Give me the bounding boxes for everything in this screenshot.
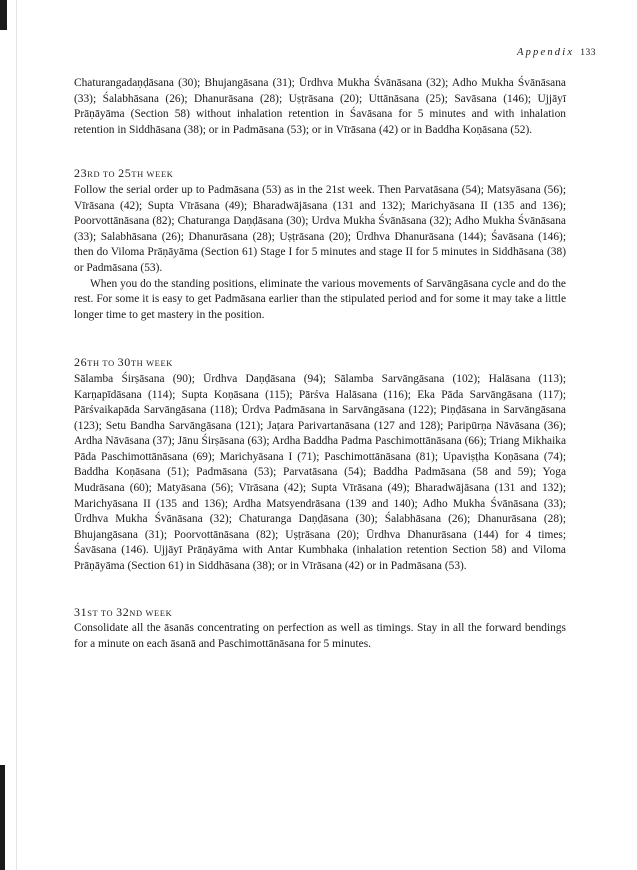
scan-edge-mark-top: [0, 0, 7, 30]
section-heading-31-32: 31ST TO 32ND WEEK: [74, 604, 173, 619]
section-paragraph: Follow the serial order up to Padmāsana (53) as in the 21st week. Then Parvatāsana (54); Matsyāsana (56); Vīrāsana (42); Supta Vīrāsana (49); Bharadwājāsana (131 and 132); Marichyāsana II (135 and 136); Poorvottānāsana (82); Chaturanga Daṇḍāsana (30); Urdva Mukha Śvānāsana (32); Adho Mukha Śvānāsana (33); Salabhāsana (26); Dhanurāsana (28); Uṣṭrāsana (20); Ūrdhva Dhanurāsana (144); Śavāsana (146); then do Viloma Prāṇāyāma (Section 61) Stage I for 5 minutes and stage II for 5 minutes in Siddhāsana (38) or Padmāsana (53).: [74, 183, 566, 274]
scan-edge-mark-bottom: [0, 765, 5, 870]
continuation-paragraph: Chaturangadaṇḍāsana (30); Bhujangāsana (31); Ūrdhva Mukha Śvānāsana (32); Adho Mukha Śvānāsana (33); Śalabhāsana (26); Dhanurāsana (28); Uṣṭrāsana (20); Uttānāsana (25); Savāsana (146); Ujjāyī Prāṇāyāma (Section 58) without inhalation retention in Śavāsana for 5 minutes and with inhalation retention in Siddhāsana (38); or in Padmāsana (53); or in Vīrāsana (42) or in Baddha Koṇāsana (52).: [74, 77, 566, 136]
scan-edge-left: [0, 0, 6, 870]
section-paragraph: Consolidate all the āsanās concentrating on perfection as well as timings. Stay in all the forward bendings for a minute on each āsanā and Paschimottānāsana for 5 minutes.: [74, 622, 566, 650]
section-paragraph: Sālamba Śirṣāsana (90); Ūrdhva Daṇḍāsana (94); Sālamba Sarvāngāsana (102); Halāsana (113); Karṇapīdāsana (114); Supta Koṇāsana (115); Pārśva Halāsana (116); Eka Pāda Sarvāngāsana (117); Pārśvaikapāda Sarvāngāsana (118); Ūrdva Padmāsana in Sarvāngāsana (122); Piṇḍāsana in Sarvāngāsana (123); Setu Bandha Sarvāngāsana (121); Jaṭara Parivartanāsana (127 and 128); Paripūrṇa Nāvāsana (36); Ardha Nāvāsana (37); Jānu Śirṣāsana (63); Ardha Baddha Padma Paschimottānāsana (66); Triang Mikhaika Pāda Paschimottānāsana (69); Marichyāsana I (71); Paschimottānāsana (81); Upaviṣṭha Koṇāsana (74); Baddha Koṇāsana (51); Padmāsana (53); Parvatāsana (54); Baddha Padmāsana (58 and 59); Yoga Mudrāsana (60); Matyāsana (56); Vīrāsana (42); Supta Vīrāsana (49); Bharadwājāsana (131 and 132); Marichyāsana II (135 and 136); Ardha Matsyendrāsana (139 and 140); Adho Mukha Śvānāsana (33); Ūrdhva Mukha Śvānāsana (32); Chaturanga Daṇḍāsana (30); Śalabhāsana (26); Dhanurāsana (28); Bhujangāsana (31); Poorvottānāsana (82); Uṣṭrāsana (20); Ūrdhva Dhanurāsana (144) for 4 times; Śavāsana (146). Ujjāyī Prāṇāyāma with Antar Kumbhaka (inhalation retention Section 58) and Viloma Prāṇāyāma (Section 61) in Siddhāsana (38); or in Vīrāsana (42) or in Padmāsana (53).: [74, 372, 566, 573]
page-body: [74, 76, 566, 652]
section-heading-23-25: 23RD TO 25TH WEEK: [74, 166, 174, 181]
page-number: 133: [580, 48, 596, 58]
running-header: [517, 47, 596, 58]
section-heading-26-30: 26TH TO 30TH WEEK: [74, 355, 174, 370]
running-title: Appendix: [516, 47, 575, 58]
section-paragraph: When you do the standing positions, eliminate the various movements of Sarvāngāsana cycle and do the rest. For some it is easy to get Padmāsana earlier than the stipulated period and for some it may take a little longer time to get mastery in the position.: [74, 277, 566, 321]
scan-shadow-line: [16, 0, 17, 870]
